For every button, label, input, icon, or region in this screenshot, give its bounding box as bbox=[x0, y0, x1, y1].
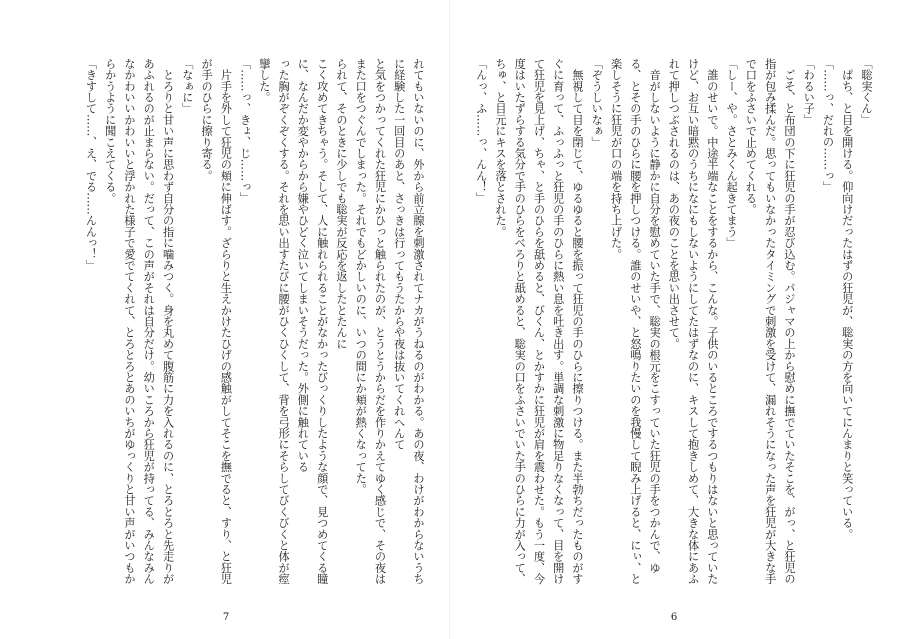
right-page bbox=[450, 0, 900, 639]
left-page-body-text: れてもいないのに、外から前立腺を刺激されてナカがうねるのがわかる。あの夜、わけがわからないうちに経験した一回目のあと、さっきは行ってもうたからや夜は抜いてくれへんて と気をつかってくれた狂児にかひっと触られたのが、とうとうからだを作りかえてゆく感じで、その夜はまた口をつぐんでしまった。それでもどかしいのに、いつの間にか頬が熱くなってた。 られて、そのときに少しでも聡実が反応を返したとたんに こく攻めてきちゃう。そして、人に触れられることがなかったびっくりしたような顔で、見つめてくる瞳に、なんだか変やからから嫌やひどく泣いてしまいそうだった。外側に触れている った胸がぞくぞくする。それを思い出すたびに腰がひくひくして、背を弓形にそらしてびくびくと体が痙攣した。 「……っ、きょ、じ……っ」 片手を外して狂児の頬に伸ばす。ざらりと生えかけたひげの感触がしてそこを撫でると、すり、と狂児が手のひらに擦り寄る。 「なぁに」 とろりと甘い声に思わず自分の指に噛みつく。身を丸めて腹筋に力を入れるのに、とろとろと先走りがあふれるのが止まらない。だって、この声がそれは自分だけ。幼いころから狂児が持ってる、みんなみんなかわいいかわいいと浮かれた様子で愛でてくれて、とろとろとあのいちがゆっくりと甘い声がいつもからかうように聞こえてくる。 「きすして……、え、でる……んんっ！」 bbox=[84, 58, 425, 585]
left-page-number: 7 bbox=[222, 612, 230, 623]
right-page-number: 6 bbox=[670, 612, 678, 623]
right-page-body-text: 「聡実くん」 ぱち、と目を開ける。仰向けだったはずの狂児が、聡実の方を向いてにんまりと笑っている。 「……っ、だれの……っ」 「わるい子」 ごそ、と布団の下に狂児の手が忍び込む。パジャマの上から慰めに撫でていたそこを、がっ、と狂児の指が包み揉んだ。思ってもいなかったタイミングで刺激を受けて、漏れそうになった声を狂児が大きな手で口をふさいで止めてくれる。 「しー、や。さとみくん起きてまう」 誰のせいで。中途半端なことをするから、こんな。子供のいるところでするつもりはないと思っていたけど、お互い暗黙のうちになにもしないようにしてたはずなのに、キスして抱きしめて、大きな体にあふれて押しつぶされるのは、あの夜のことを思い出させて。 音がしないように静かに自分を慰めていた手で、聡実の根元をこすっていた狂児の手をつかんで、ゆる、とその手のひらに腰を押しつける。誰のせいや、と怒鳴りたいのを我慢して睨み上げると、にぃ、と楽しそうに狂児が口の端を持ち上げた。 「ぞうしいなぁ」 無視して目を閉じて、ゆるゆると腰を振って狂児の手のひらに擦りつける。また半勃ちだったものがすぐに育って、ふっふっと狂児の手のひらに熱い息を吐き出す。単調な刺激に物足りなくなって、目を開けて狂児を見上げ、ちゃ、と手のひらを舐めると、びくん、とかすかに狂児が肩を震わせた。もう一度、今度はいたずらする気分で手のひらをべろりと舐めると、聡実の口をふさいでいた手のひらに力が入って、ちゅ、と目元にキスを落とされた。 「んっ、ふ……っ、んん！」 bbox=[474, 58, 873, 585]
